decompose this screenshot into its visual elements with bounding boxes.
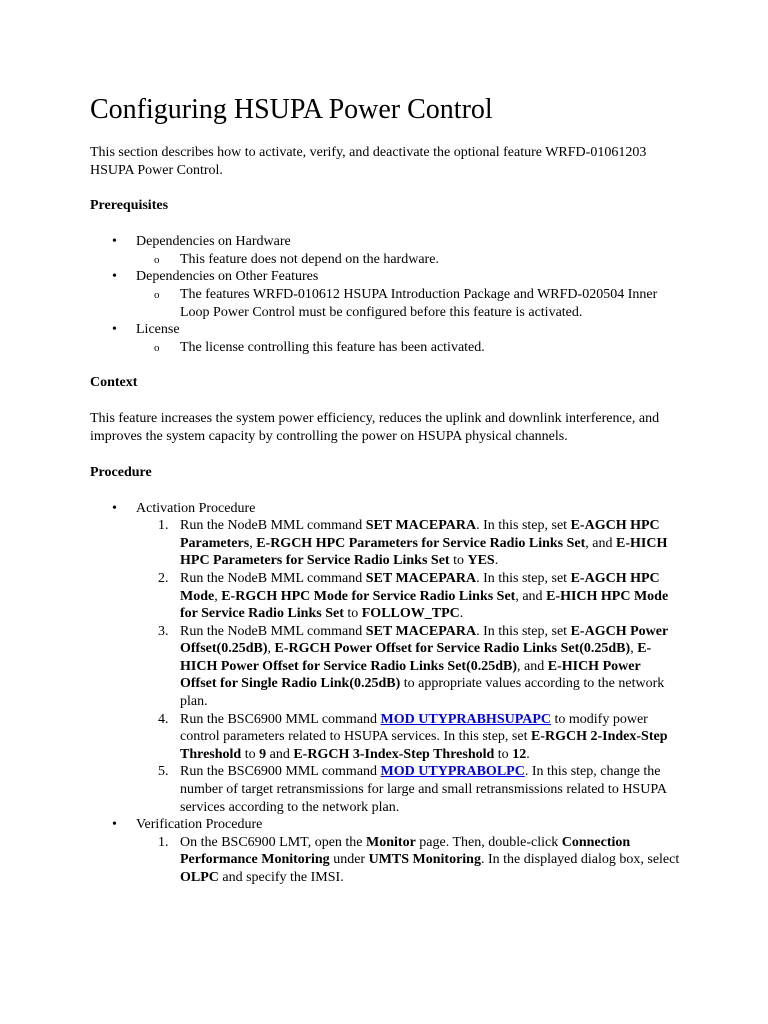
step-text: ,: [630, 641, 638, 657]
step-text: .: [494, 553, 499, 569]
verification-label: Verification Procedure: [136, 817, 263, 833]
sub-list: [136, 339, 680, 357]
step-text: ,: [267, 641, 275, 657]
page-title: Configuring HSUPA Power Control: [90, 94, 493, 125]
step-item: [136, 517, 680, 570]
step-text: . In this step, set: [476, 623, 571, 639]
step-text: . In this step, set: [476, 570, 571, 586]
activation-procedure: [90, 500, 680, 817]
parameter-name: E-HICH HPC Mode for Service Radio Links Set: [180, 588, 669, 622]
ui-element-name: OLPC: [180, 870, 219, 885]
parameter-name: E-AGCH Power Offset(0.25dB): [180, 623, 668, 657]
ui-element-name: UMTS Monitoring: [368, 852, 481, 868]
parameter-value: 12: [512, 746, 527, 762]
step-item: [136, 834, 680, 887]
step-text: Run the BSC6900 MML command: [180, 764, 381, 780]
step-text: and specify the IMSI.: [218, 870, 344, 885]
list-item: [90, 233, 680, 268]
verification-procedure: [90, 816, 680, 886]
intro-paragraph: This section describes how to activate, verify, and deactivate the optional feature WRFD-01061203 HSUPA Power Control.: [90, 145, 647, 178]
parameter-value: YES: [467, 553, 495, 569]
sub-item-text: The license controlling this feature has been activated.: [180, 339, 485, 355]
circle-bullet-icon: o: [154, 253, 160, 266]
step-text: page. Then, double-click: [415, 834, 562, 850]
step-number: 4.: [158, 711, 169, 727]
step-text: , and: [517, 658, 548, 674]
step-text: and: [266, 746, 294, 762]
step-text: .: [459, 606, 464, 622]
sub-list-item: [136, 251, 680, 269]
command-name: SET MACEPARA: [365, 518, 477, 534]
step-number: 3.: [158, 623, 169, 639]
document-page: [90, 92, 680, 905]
step-number: 1.: [158, 518, 169, 534]
context-paragraph: This feature increases the system power efficiency, reduces the uplink and downlink interference, and improves the system capacity by controlling the power on HSUPA physical channels.: [90, 411, 660, 444]
step-text: . In this step, set: [476, 518, 571, 534]
step-number: 1.: [158, 834, 169, 850]
list-item: [90, 321, 680, 356]
step-text: . In the displayed dialog box, select: [480, 852, 680, 868]
parameter-name: E-HICH Power Offset for Single Radio Link(0.25dB): [180, 658, 641, 692]
procedure-list: [90, 500, 680, 887]
bullet-icon: •: [112, 269, 117, 285]
sub-list: [136, 251, 680, 269]
parameter-name: E-RGCH HPC Parameters for Service Radio Links Set: [256, 535, 586, 551]
step-item: [136, 763, 680, 816]
list-item-label: License: [136, 322, 180, 338]
parameter-name: E-AGCH HPC Parameters: [180, 518, 660, 551]
bullet-icon: •: [112, 234, 117, 250]
command-name: SET MACEPARA: [365, 570, 477, 586]
step-text: to appropriate values according to the network plan.: [180, 676, 665, 710]
list-item-label: Dependencies on Other Features: [136, 269, 319, 285]
bullet-icon: •: [112, 500, 117, 516]
step-text: Run the NodeB MML command: [180, 518, 366, 534]
parameter-name: E-AGCH HPC Mode: [180, 570, 660, 604]
sub-list-item: [136, 339, 680, 357]
sub-item-text: This feature does not depend on the hardware.: [180, 251, 439, 267]
list-item: [90, 268, 680, 321]
command-link[interactable]: MOD UTYPRABOLPC: [380, 764, 525, 780]
parameter-value: FOLLOW_TPC: [361, 606, 460, 622]
step-text: .: [526, 746, 530, 762]
activation-label: Activation Procedure: [136, 500, 256, 516]
bullet-icon: •: [112, 817, 117, 833]
step-text: Run the NodeB MML command: [180, 623, 366, 639]
parameter-name: E-HICH HPC Parameters for Service Radio Links Set: [180, 535, 668, 569]
step-text: to: [449, 553, 468, 569]
parameter-name: E-HICH Power Offset for Service Radio Links Set(0.25dB): [180, 641, 652, 674]
parameter-name: E-RGCH HPC Mode for Service Radio Links Set: [221, 588, 516, 604]
command-link[interactable]: MOD UTYPRABHSUPAPC: [380, 711, 552, 727]
step-number: 2.: [158, 570, 169, 586]
step-item: [136, 623, 680, 711]
circle-bullet-icon: o: [154, 288, 160, 301]
step-text: , and: [585, 535, 616, 551]
step-text: Run the BSC6900 MML command: [180, 711, 381, 727]
bullet-icon: •: [112, 322, 117, 338]
step-text: Run the NodeB MML command: [180, 570, 366, 586]
ui-element-name: Monitor: [366, 834, 416, 850]
step-number: 5.: [158, 764, 169, 780]
context-heading: Context: [90, 375, 138, 391]
step-text: ,: [249, 535, 257, 551]
sub-item-text: The features WRFD-010612 HSUPA Introduction Package and WRFD-020504 Inner Loop Power Control must be configured before this feature is activated.: [180, 286, 658, 320]
parameter-name: E-RGCH 2-Index-Step Threshold: [180, 729, 668, 762]
step-text: to modify power control parameters related to HSUPA services. In this step, set: [180, 711, 648, 745]
step-text: ,: [214, 588, 222, 604]
step-text: to: [494, 746, 513, 762]
sub-list-item: [136, 286, 680, 321]
sub-list: [136, 286, 680, 321]
parameter-name: E-RGCH Power Offset for Service Radio Links Set(0.25dB): [274, 641, 631, 657]
step-text: to: [343, 606, 362, 622]
step-text: , and: [515, 588, 547, 604]
verification-steps: [136, 834, 680, 887]
activation-steps: [136, 517, 680, 816]
step-text: under: [329, 852, 369, 868]
parameter-name: E-RGCH 3-Index-Step Threshold: [293, 746, 495, 762]
procedure-heading: Procedure: [90, 464, 152, 480]
step-item: [136, 711, 680, 764]
prerequisites-list: [90, 233, 680, 356]
parameter-value: 9: [259, 746, 267, 762]
step-text: On the BSC6900 LMT, open the: [180, 834, 367, 850]
list-item-label: Dependencies on Hardware: [136, 234, 291, 250]
step-item: [136, 570, 680, 623]
step-text: . In this step, change the number of target retransmissions for large and small retransmissions related to HSUPA services according to the network plan.: [180, 764, 667, 815]
command-name: SET MACEPARA: [365, 623, 477, 639]
ui-element-name: Connection Performance Monitoring: [180, 834, 631, 868]
circle-bullet-icon: o: [154, 341, 160, 354]
prerequisites-heading: Prerequisites: [90, 198, 169, 214]
step-text: to: [241, 746, 260, 762]
